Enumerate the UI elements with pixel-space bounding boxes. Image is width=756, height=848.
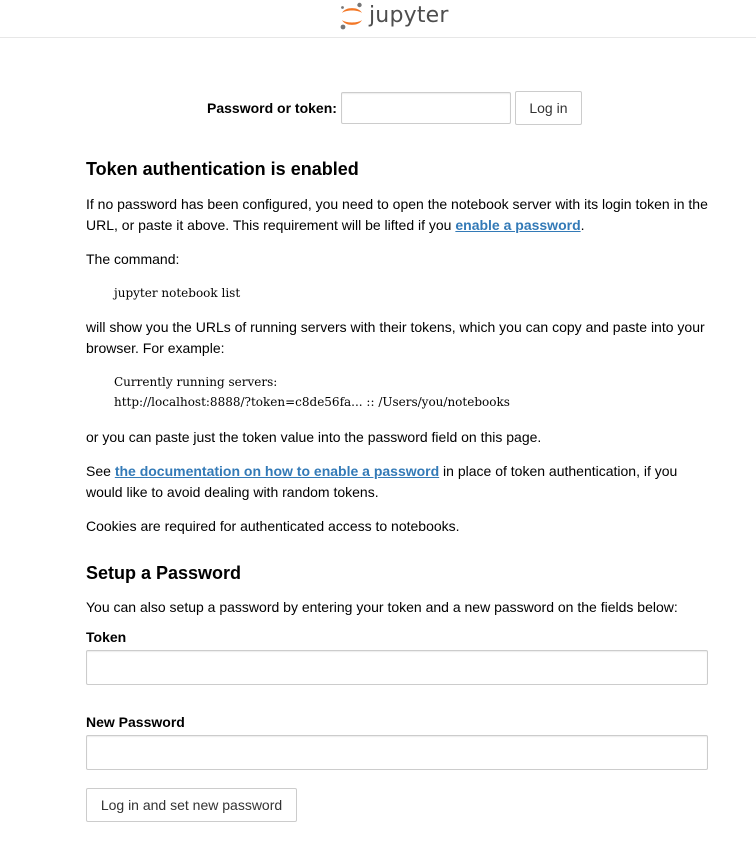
setup-intro-paragraph: You can also setup a password by entering your token and a new password on the fields below:: [86, 599, 678, 615]
new-password-input[interactable]: [86, 735, 708, 770]
setup-password-heading: Setup a Password: [86, 563, 242, 583]
command-code: jupyter notebook list: [114, 286, 241, 300]
documentation-text-end: in place of token authentication, if you would like to avoid dealing with random tokens.: [86, 463, 678, 500]
jupyter-logo[interactable]: [339, 0, 449, 32]
example-output-line-2: http://localhost:8888/?token=c8de56fa... :: /Users/you/notebooks: [114, 395, 510, 409]
login-button[interactable]: Log in: [515, 91, 582, 125]
token-auth-paragraph: [86, 194, 711, 236]
logo-text: jupyter: [369, 3, 449, 28]
token-auth-text: If no password has been configured, you need to open the notebook server with its login token in the URL, or paste it above. This requirement will be lifted if you: [86, 196, 708, 233]
jupyter-logo-icon: [339, 1, 365, 31]
cookies-paragraph: Cookies are required for authenticated access to notebooks.: [86, 518, 460, 534]
paste-token-paragraph: or you can paste just the token value into the password field on this page.: [86, 429, 542, 445]
header-bar: [0, 0, 756, 38]
documentation-link[interactable]: the documentation on how to enable a password: [114, 463, 440, 479]
password-or-token-label: Password or token:: [207, 100, 337, 116]
new-password-label: New Password: [86, 714, 185, 730]
password-or-token-input[interactable]: [341, 92, 511, 124]
set-password-button[interactable]: Log in and set new password: [86, 788, 297, 822]
documentation-paragraph: [86, 461, 711, 503]
token-field-input[interactable]: [86, 650, 708, 685]
token-auth-heading: Token authentication is enabled: [86, 159, 359, 179]
documentation-text-start: See: [86, 463, 115, 479]
token-auth-text-end: .: [580, 217, 585, 233]
token-field-label: Token: [86, 629, 127, 645]
enable-password-link[interactable]: enable a password: [455, 217, 581, 233]
login-form: [207, 91, 582, 125]
running-servers-paragraph: will show you the URLs of running servers with their tokens, which you can copy and paste into your browser. For example:: [86, 319, 705, 356]
example-output-line-1: Currently running servers:: [114, 375, 278, 389]
command-label: The command:: [86, 251, 180, 267]
